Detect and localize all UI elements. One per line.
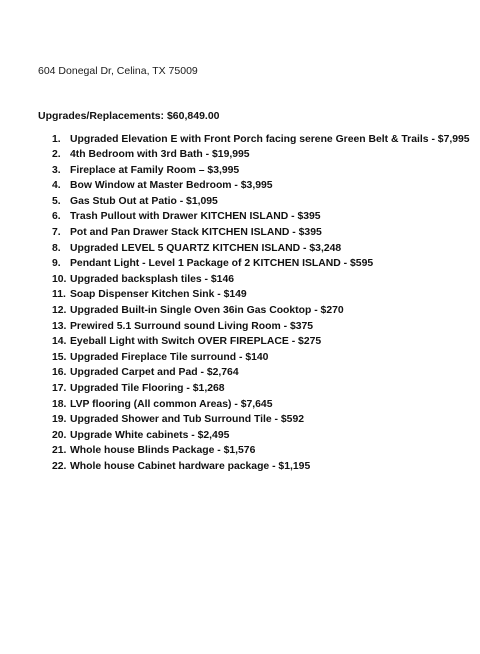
upgrade-list-item [52, 350, 470, 366]
upgrade-item-text: Bow Window at Master Bedroom - $3,995 [70, 180, 273, 192]
upgrade-list-item [52, 334, 470, 350]
upgrade-item-text: Upgraded LEVEL 5 QUARTZ KITCHEN ISLAND - $3,248 [70, 242, 342, 254]
upgrade-list-item [52, 303, 470, 319]
upgrade-list-item [52, 381, 470, 397]
upgrade-item-number: 22. [52, 460, 67, 472]
upgrade-item-number: 3. [52, 164, 61, 176]
upgrade-item-number: 19. [52, 414, 67, 426]
upgrade-item-text: Whole house Cabinet hardware package - $1,195 [70, 460, 311, 472]
upgrade-item-number: 8. [52, 242, 61, 254]
upgrade-item-number: 6. [52, 211, 61, 223]
upgrade-item-number: 5. [52, 195, 61, 207]
upgrade-list-item [52, 178, 470, 194]
upgrade-item-text: Fireplace at Family Room – $3,995 [70, 164, 240, 176]
upgrade-item-number: 12. [52, 305, 67, 317]
upgrade-list-item [52, 147, 470, 163]
upgrade-item-text: Pot and Pan Drawer Stack KITCHEN ISLAND - $395 [70, 227, 322, 239]
upgrade-item-text: Gas Stub Out at Patio - $1,095 [70, 195, 218, 207]
upgrade-item-number: 17. [52, 383, 67, 394]
upgrade-list-item [52, 163, 470, 179]
upgrade-item-text: Upgraded Carpet and Pad - $2,764 [70, 367, 239, 379]
upgrade-item-number: 7. [52, 227, 61, 239]
upgrade-list-item [52, 365, 470, 381]
upgrade-list-item [52, 209, 470, 225]
upgrade-item-number: 15. [52, 351, 67, 363]
upgrade-list-item [52, 443, 470, 459]
upgrade-list-item [52, 428, 470, 444]
upgrade-item-text: Upgraded backsplash tiles - $146 [70, 273, 235, 285]
upgrade-item-text: Upgraded Fireplace Tile surround - $140 [70, 351, 269, 363]
upgrade-item-text: Upgraded Tile Flooring - $1,268 [70, 383, 225, 394]
upgrade-list-item [52, 256, 470, 272]
upgrade-list-item [52, 194, 470, 210]
upgrades-heading: Upgrades/Replacements: $60,849.00 [38, 110, 220, 122]
upgrade-item-text: Upgrade White cabinets - $2,495 [70, 429, 230, 441]
upgrade-item-number: 9. [52, 258, 61, 270]
upgrade-item-text: Soap Dispenser Kitchen Sink - $149 [70, 289, 247, 301]
upgrade-item-text: 4th Bedroom with 3rd Bath - $19,995 [70, 149, 250, 161]
upgrade-list-item [52, 241, 470, 257]
upgrade-list-item [52, 272, 470, 288]
upgrade-list-item [52, 412, 470, 428]
upgrade-item-number: 14. [52, 336, 67, 348]
upgrade-list-item [52, 459, 470, 475]
upgrade-item-text: Whole house Blinds Package - $1,576 [70, 445, 256, 457]
upgrade-item-number: 1. [52, 133, 61, 145]
property-address: 604 Donegal Dr, Celina, TX 75009 [38, 65, 198, 77]
upgrade-item-number: 20. [52, 429, 67, 441]
upgrade-item-number: 21. [52, 445, 67, 457]
upgrade-item-text: Prewired 5.1 Surround sound Living Room - $375 [70, 320, 314, 332]
upgrades-list [52, 132, 470, 475]
upgrade-item-text: LVP flooring (All common Areas) - $7,645 [70, 398, 273, 410]
upgrade-list-item [52, 132, 470, 148]
upgrade-item-text: Upgraded Elevation E with Front Porch facing serene Green Belt & Trails - $7,995 [70, 133, 470, 145]
upgrade-item-number: 18. [52, 398, 67, 410]
upgrade-item-number: 2. [52, 149, 61, 161]
upgrade-item-text: Upgraded Shower and Tub Surround Tile - $592 [70, 414, 305, 426]
upgrade-item-text: Upgraded Built-in Single Oven 36in Gas Cooktop - $270 [70, 305, 344, 317]
upgrade-item-text: Eyeball Light with Switch OVER FIREPLACE - $275 [70, 336, 322, 348]
upgrade-list-item [52, 397, 470, 413]
upgrade-list-item [52, 287, 470, 303]
upgrade-item-number: 16. [52, 367, 67, 379]
upgrade-list-item [52, 319, 470, 335]
upgrade-item-text: Pendant Light - Level 1 Package of 2 KITCHEN ISLAND - $595 [70, 258, 374, 270]
upgrade-item-number: 10. [52, 273, 67, 285]
upgrade-item-number: 4. [52, 180, 61, 192]
upgrade-item-number: 13. [52, 320, 67, 332]
upgrade-item-text: Trash Pullout with Drawer KITCHEN ISLAND - $395 [70, 211, 321, 223]
upgrade-list-item [52, 225, 470, 241]
upgrade-item-number: 11. [52, 289, 66, 301]
